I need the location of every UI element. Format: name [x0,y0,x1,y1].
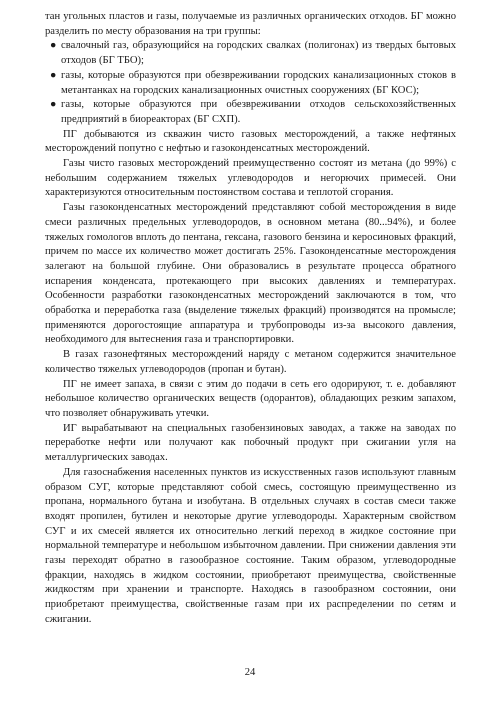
paragraph-gas-condensate-fields: Газы газоконденсатных месторождений представляют собой месторождения в виде смеси различных предельных углеводородов, в основном метана (80...94%), и более тяжелых гомологов вплоть до пентана, гексана, газового бензина и керосиновых фракций, причем по массе их количество может достигать 25%. Газоконденсатные месторождения залегают на большой глубине. Они образовались в результате процесса обратного испарения конденсата, протекающего при высоких давлениях и температурах. Особенности разработки газоконденсатных месторождений заключаются в том, что обработка и переработка газа (выделение тяжелых фракций) производятся на промысле; применяются дорогостоящие аппаратура и трубопроводы из-за высокого давления, необходимого для вытеснения газа и транспортировки. [45,202,456,346]
paragraph-gas-oil-fields: В газах газонефтяных месторождений наряду с метаном содержится значительное количество тяжелых углеводородов (пропан и бутан). [45,349,456,375]
bullet-icon: ● [50,40,57,52]
biogas-group-list [45,39,456,127]
list-item-text: газы, которые образуются при обезвреживании городских канализационных стоков в метантанках на городских канализационных очистных сооружениях (БГ КОС); [61,69,456,96]
paragraph-natural-gas-sources: ПГ добываются из скважин чисто газовых месторождений, а также нефтяных месторождений попутно с нефтью и газоконденсатных месторождений. [45,128,456,155]
intro-paragraph: тан угольных пластов и газы, получаемые из различных органических отходов. БГ можно разделить по месту образования на три группы: [45,11,456,37]
paragraph-artificial-gas: ИГ вырабатывают на специальных газобензиновых заводах, а также на заводах по переработке нефти или получают как побочный продукт при сжигании угля на металлургических заводах. [45,422,456,464]
bullet-icon: ● [50,69,57,81]
paragraph-odorization: ПГ не имеет запаха, в связи с этим до подачи в сеть его одорируют, т. е. добавляют небольшое количество органических веществ (одорантов), обладающих резким запахом, что позволяет обнаруживать утечки. [45,378,456,419]
list-item [45,69,456,98]
list-item [45,98,456,127]
body-text [45,10,456,628]
page-number: 24 [244,667,256,678]
paragraph-lpg: Для газоснабжения населенных пунктов из искусственных газов используют главным образом СУГ, которые представляют собой смесь, состоящую преимущественно из пропана, нормального бутана и изобутана. В отдельных случаях в состав смеси также входят пропилен, бутилен и некоторые другие углеводороды. Характерным свойством СУГ и их смесей является их относительно легкий переход в жидкое состояние при нормальной температуре и небольшом избыточном давлении. При снижении давления эти газы переходят обратно в газообразное состояние. Таким образом, углеводородные фракции, находясь в жидком состоянии, приобретают преимущества, свойственные жидкостям при хранении и транспорте. Находясь в газообразном состоянии, они приобретают преимущества, свойственные газам при их распределении по сетям и сжигании. [45,466,456,625]
paragraph-pure-gas-fields: Газы чисто газовых месторождений преимущественно состоят из метана (до 99%) с небольшим содержанием тяжелых углеводородов и негорючих примесей. Они характеризуются относительным постоянством состава и теплотой сгорания. [45,158,456,199]
list-item-text: газы, которые образуются при обезвреживании отходов сельскохозяйственных предприятий в биореакторах (БГ СХП). [61,99,456,125]
bullet-icon: ● [50,99,57,111]
list-item-text: свалочный газ, образующийся на городских свалках (полигонах) из твердых бытовых отходов (БГ ТБО); [61,40,456,67]
list-item [45,39,456,68]
